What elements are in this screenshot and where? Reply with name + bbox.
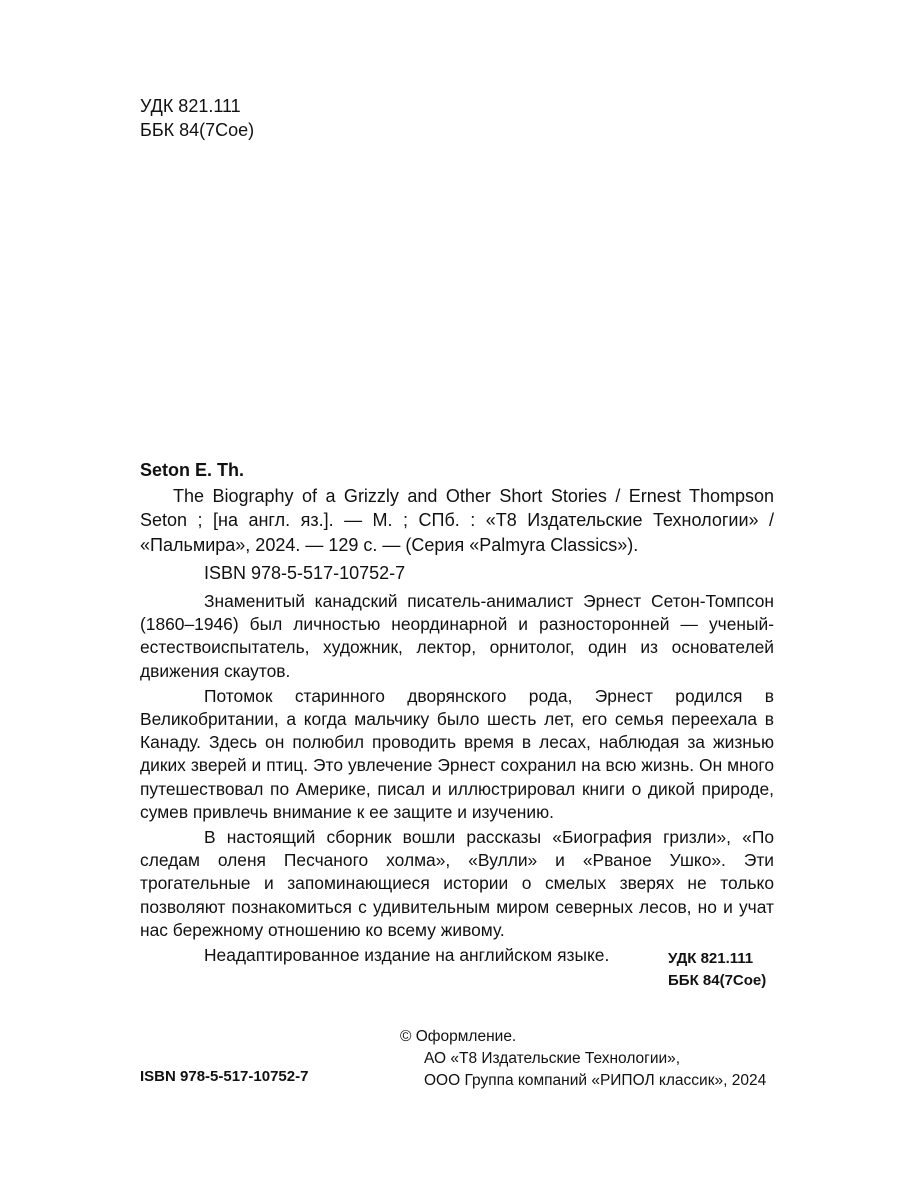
copyright-notice [400, 1026, 776, 1092]
annotation-paragraph: Знаменитый канадский писатель-анималист Эрнест Сетон-Томпсон (1860–1946) был личностью неординарной и разносторонней — ученый-естествоиспытатель, художник, лектор, орнитолог, один из основателей движения скаутов. [140, 591, 774, 681]
udk-code: УДК 821.111 [140, 96, 241, 116]
copyright-line: © Оформление. [400, 1028, 517, 1045]
annotation-paragraph: В настоящий сборник вошли рассказы «Биография гризли», «По следам оленя Песчаного холма», «Вулли» и «Рваное Ушко». Эти трогательные и запоминающиеся истории о смелых зверях не только позволяют познакомиться с удивительным миром северных лесов, но и учат нас бережному отношению ко всему живому. [140, 827, 774, 940]
bbk-code: ББК 84(7Сое) [140, 120, 255, 140]
annotation [140, 590, 774, 969]
classification-codes-bottom [668, 948, 766, 992]
isbn-entry: ISBN 978-5-517-10752-7 [204, 563, 406, 583]
annotation-paragraph: Неадаптированное издание на английском языке. [204, 945, 610, 966]
title-statement: The Biography of a Grizzly and Other Short Stories / Ernest Thompson Seton ; [на англ. яз.]. — М. ; СПб. : «Т8 Издательские Технологии» / «Пальмира», 2024. — 129 с. — (Серия «Palmyra Classics»). [140, 485, 774, 555]
annotation-paragraph: Потомок старинного дворянского рода, Эрнест родился в Великобритании, а когда мальчику было шесть лет, его семья переехала в Канаду. Здесь он полюбил проводить время в лесах, наблюдая за жизнью диких зверей и птиц. Это увлечение Эрнест сохранил на всю жизнь. Он много путешествовал по Америке, писал и иллюстрировал книги о дикой природе, сумев привлечь внимание к ее защите и изучению. [140, 685, 774, 822]
bibliographic-entry [140, 458, 774, 586]
udk-code-bottom: УДК 821.111 [668, 950, 754, 967]
copyright-holder-line: АО «Т8 Издательские Технологии», [424, 1050, 681, 1067]
classification-codes-top [140, 94, 254, 142]
bbk-code-bottom: ББК 84(7Сое) [668, 972, 767, 989]
copyright-holder-line: ООО Группа компаний «РИПОЛ классик», 2024 [424, 1072, 767, 1089]
author-heading: Seton E. Th. [140, 460, 245, 480]
isbn-bottom: ISBN 978-5-517-10752-7 [140, 1068, 309, 1085]
